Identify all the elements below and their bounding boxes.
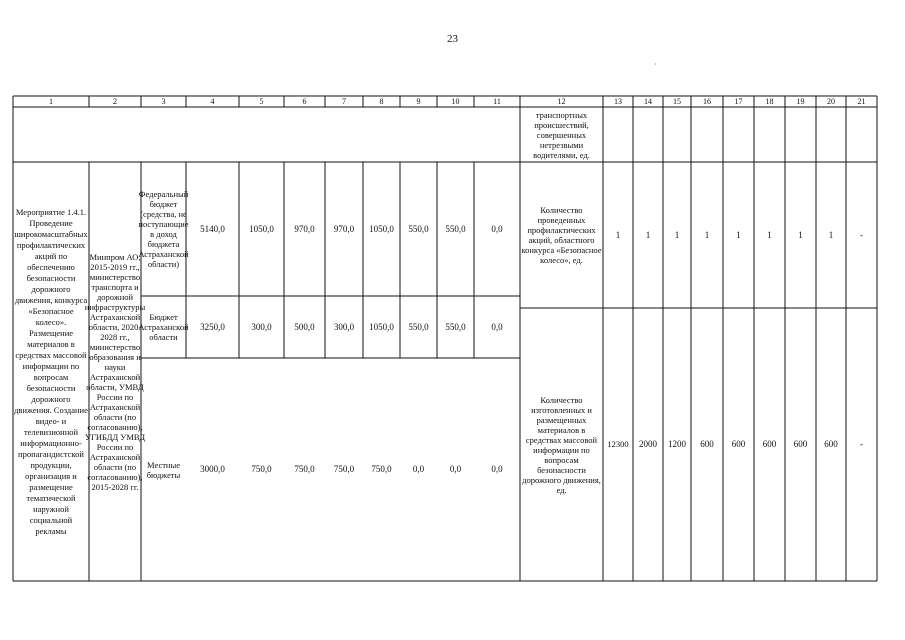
indicator-value: - <box>860 229 863 240</box>
page-number: 23 <box>447 33 458 45</box>
col-header: 2 <box>113 96 117 106</box>
funding-value: 3000,0 <box>200 464 225 475</box>
indicator-name: Количество изготовленных и размещенных материалов в средствах массовой информации по вопросам безопасности дорожного движения, ед. <box>522 394 601 495</box>
activity-executors: Минпром АО, 2015-2019 гг., министерство транспорта и дорожной инфраструктуры Астраханской области, 2020-2028 гг., министерство образования и науки Астраханской области, УМВД России по Астраханской области (по согласованию), УГИБДД УМВД России по Астраханской области (по согласованию), 2015-2028 гг. <box>84 251 146 492</box>
funding-value: 970,0 <box>294 223 315 234</box>
col-header: 16 <box>703 96 711 106</box>
indicator-name: Количество проведенных профилактических акций, областного конкурса «Безопасное колесо», ед. <box>521 205 602 265</box>
funding-value: 550,0 <box>445 321 466 332</box>
activity-name: Мероприятие 1.4.1. Проведение широкомасштабных профилактических акций по обеспечению безопасности дорожного движения, конкурса «Безопасное колесо». Размещение материалов в средствах массовой информации по вопросам безопасности дорожного движения. Создание видео- и телевизионной информационно-пропагандистской продукции, организация и размещение тематической наружной социальной рекламы <box>14 206 88 536</box>
funding-value: 3250,0 <box>200 321 225 332</box>
indicator-value: 1200 <box>668 439 686 450</box>
col-header: 4 <box>210 96 215 106</box>
funding-source: Бюджет Астраханской области <box>138 312 189 342</box>
funding-source: Федеральный бюджет (средства, не поступающие в доход бюджета Астраханской области) <box>138 189 189 269</box>
indicator-value: 1 <box>798 229 803 240</box>
funding-value: 1050,0 <box>369 223 394 234</box>
col-header: 8 <box>379 96 384 106</box>
col-header: 1 <box>49 96 53 106</box>
col-header: 13 <box>614 96 622 106</box>
funding-value: 1050,0 <box>369 321 394 332</box>
funding-value: 5140,0 <box>200 223 225 234</box>
funding-value: 970,0 <box>333 223 355 234</box>
scan-speck: · <box>654 60 657 69</box>
indicator-value: 600 <box>731 439 746 450</box>
col-header: 11 <box>493 96 501 106</box>
col-header: 15 <box>673 96 681 106</box>
funding-value: 550,0 <box>408 223 429 234</box>
indicator-value: 1 <box>736 229 741 240</box>
indicator-value: 12300 <box>607 439 629 450</box>
funding-value: 1050,0 <box>249 223 274 234</box>
indicator-value: - <box>860 439 863 450</box>
col-header: 10 <box>451 96 460 106</box>
indicator-value: 1 <box>615 229 621 240</box>
col-header: 21 <box>857 96 866 106</box>
funding-value: 750,0 <box>371 464 392 475</box>
funding-value: 0,0 <box>491 223 503 234</box>
funding-source: Местные бюджеты <box>146 459 181 480</box>
indicator-value: 1 <box>767 229 772 240</box>
funding-value: 750,0 <box>333 464 355 475</box>
col-header: 19 <box>796 96 805 106</box>
funding-value: 0,0 <box>449 464 462 475</box>
funding-value: 0,0 <box>491 464 503 475</box>
col-header: 17 <box>734 96 743 106</box>
indicator-value: 600 <box>700 439 714 450</box>
funding-value: 550,0 <box>408 321 429 332</box>
program-table <box>13 96 877 581</box>
indicator-value: 1 <box>674 229 680 240</box>
col-header: 5 <box>259 96 264 106</box>
funding-value: 300,0 <box>251 321 272 332</box>
funding-value: 300,0 <box>333 321 355 332</box>
col-header: 3 <box>161 96 166 106</box>
col-header: 7 <box>342 96 346 106</box>
funding-value: 750,0 <box>251 464 272 475</box>
col-header: 6 <box>302 96 307 106</box>
funding-value: 500,0 <box>294 321 315 332</box>
indicator-value: 1 <box>645 229 651 240</box>
col-header: 12 <box>557 96 566 106</box>
indicator-value: 1 <box>828 229 834 240</box>
funding-value: 0,0 <box>412 464 425 475</box>
funding-value: 750,0 <box>294 464 315 475</box>
indicator-value: 600 <box>793 439 808 450</box>
col-header: 20 <box>827 96 835 106</box>
col-header: 18 <box>765 96 774 106</box>
indicator-value: 2000 <box>639 439 657 450</box>
col-header: 9 <box>416 96 421 106</box>
funding-value: 550,0 <box>445 223 466 234</box>
continued-indicator-text: транспортных происшествий, совершенных нетрезвыми водителями, ед. <box>533 109 590 160</box>
indicator-value: 1 <box>704 229 710 240</box>
funding-value: 0,0 <box>491 321 503 332</box>
indicator-value: 600 <box>824 439 838 450</box>
indicator-value: 600 <box>762 439 777 450</box>
col-header: 14 <box>644 96 652 106</box>
